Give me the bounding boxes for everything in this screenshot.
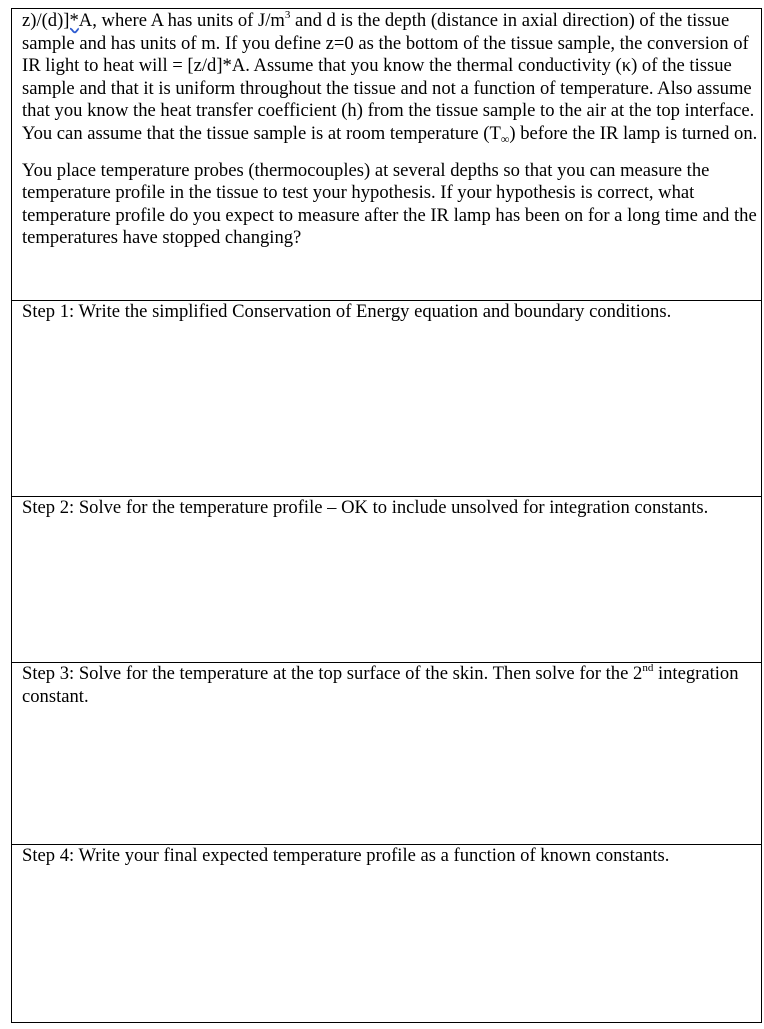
problem-paragraph-1	[22, 10, 761, 146]
worksheet-table	[11, 8, 762, 1023]
step-4-prompt: Step 4: Write your final expected temperature profile as a function of known constants.	[22, 845, 670, 866]
units-superscript: 3	[284, 8, 291, 21]
step-2-cell[interactable]	[12, 497, 761, 662]
intro-text-3: and d is the depth (distance in axial direction) of the tissue sample and has units of m. If you define z=0 as the bottom of the tissue sample, the conversion of IR light to heat will = [z/d]*A. Assume that you know the thermal conductivity (κ) of the tissue sample and that it is uniform throughout the tissue and not a function of temperature. Also assume that you know the heat transfer coefficient (h) from the tissue sample to the air at the top interface. You can assume that the tissue sample is at room temperature (T	[22, 10, 755, 144]
intro-text-1: z)/(d)	[22, 10, 64, 31]
problem-statement-cell	[12, 9, 761, 301]
step-3-text-1: Step 3: Solve for the temperature at the top surface of the skin. Then solve for the 2	[22, 663, 643, 684]
intro-text-4: ) before the IR lamp is turned on.	[509, 122, 758, 144]
step-1-prompt: Step 1: Write the simplified Conservation of Energy equation and boundary conditions.	[22, 301, 672, 322]
step-3-text-2: integration constant.	[22, 663, 739, 707]
intro-text-2: A, where A has units of J/m	[78, 10, 285, 31]
step-3-prompt	[22, 663, 761, 708]
step-1-cell[interactable]	[12, 301, 761, 496]
problem-paragraph-2: You place temperature probes (thermocouples) at several depths so that you can measure the temperature profile in the tissue to test your hypothesis. If your hypothesis is correct, what temperature profile do you expect to measure after the IR lamp has been on for a long time and the temperatures have stopped changing?	[22, 159, 757, 249]
infinity-subscript: ∞	[500, 131, 510, 146]
step-3-cell[interactable]	[12, 663, 761, 844]
ordinal-superscript: nd	[642, 661, 654, 674]
step-4-cell[interactable]	[12, 845, 761, 1022]
step-2-prompt: Step 2: Solve for the temperature profile – OK to include unsolved for integration constants.	[22, 497, 709, 518]
spellcheck-mark: ]*	[63, 10, 79, 31]
